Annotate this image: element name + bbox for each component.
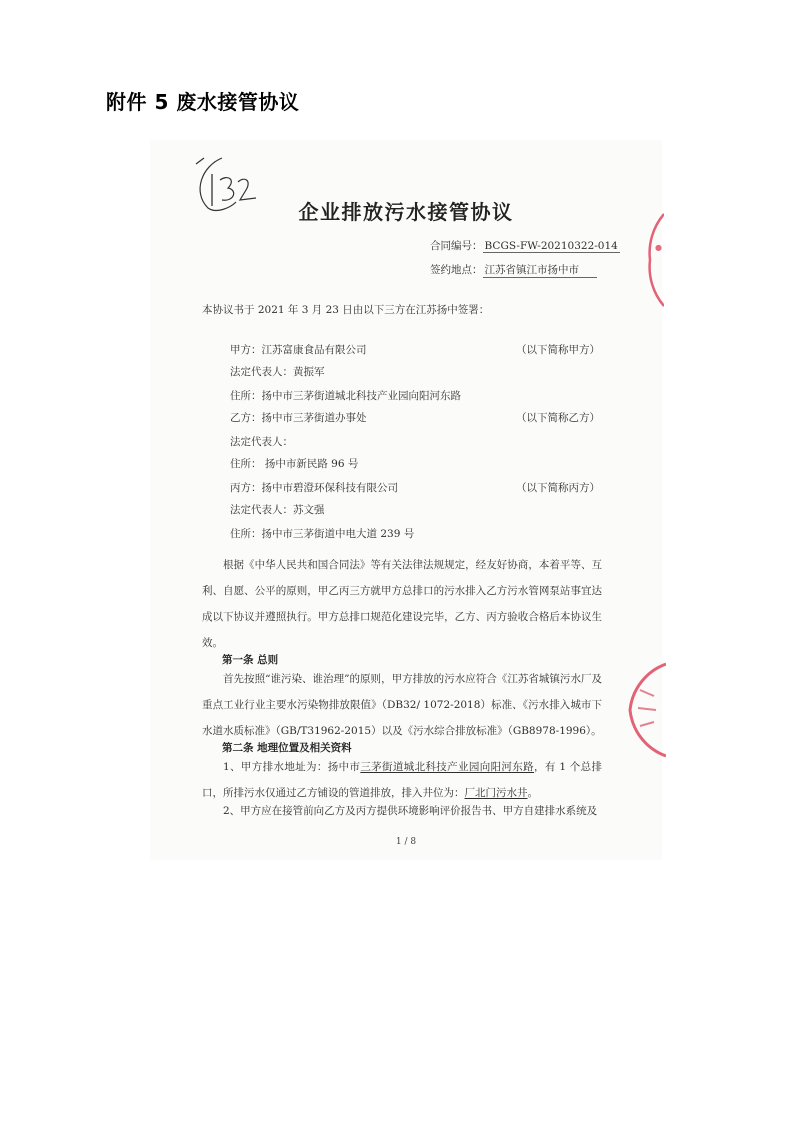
party-c-abbr: （以下简称丙方）	[516, 482, 600, 494]
red-seal-partial-bottom	[626, 660, 666, 760]
intro-text: 本协议书于 2021 年 3 月 23 日由以下三方在江苏扬中签署：	[202, 304, 490, 316]
sign-place-value: 江苏省镇江市扬中市	[483, 262, 597, 278]
article1-heading: 第一条 总则	[222, 654, 279, 666]
party-a-name: 甲方：江苏富康食品有限公司	[230, 344, 367, 356]
item1-end: 。	[527, 787, 538, 799]
article1-paragraph: 首先按照“谁污染、谁治理”的原则，甲方排放的污水应符合《江苏省城镇污水厂及重点工业行业主要水污染物排放限值》（DB32/ 1072-2018）标准、《污水排入城市下水道水质标准》（GB/T31962-2015）以及《污水综合排放标准》（GB8978-1996）。	[202, 673, 602, 737]
preamble-paragraph: 根据《中华人民共和国合同法》等有关法律法规规定，经友好协商，本着平等、互利、自愿、公平的原则，甲乙丙三方就甲方总排口的污水排入乙方污水管网泵站事宜达成以下协议并遵照执行。甲方总排口规范化建设完毕，乙方、丙方验收合格后本协议生效。	[202, 559, 602, 649]
scanned-agreement-page	[150, 140, 662, 860]
article2-heading: 第二条 地理位置及相关资料	[222, 742, 352, 754]
party-b-address: 住所： 扬中市新民路 96 号	[230, 458, 359, 470]
svg-text:●: ●	[655, 243, 662, 252]
document-title: 企业排放污水接管协议	[298, 200, 514, 224]
party-a-abbr: （以下简称甲方）	[516, 344, 600, 356]
party-b-name: 乙方：扬中市三茅街道办事处	[230, 412, 367, 424]
item1-prefix: 1、甲方排水地址为：扬中市	[223, 761, 361, 773]
party-a-address: 住所：扬中市三茅街道城北科技产业园向阳河东路	[230, 390, 461, 402]
page-number: 1 / 8	[395, 837, 417, 847]
party-c-name: 丙方：扬中市碧澄环保科技有限公司	[230, 482, 398, 494]
party-c-address: 住所：扬中市三茅街道中电大道 239 号	[230, 528, 415, 540]
red-seal-partial-top	[648, 210, 664, 310]
item1-well: 厂北门污水井	[464, 787, 528, 799]
party-b-abbr: （以下简称乙方）	[516, 412, 600, 424]
article2-item2: 2、甲方应在接管前向乙方及丙方提供环境影响评价报告书、甲方自建排水系统及	[223, 805, 598, 817]
sign-place-label: 签约地点：	[430, 264, 483, 276]
party-a-rep: 法定代表人：黄振军	[230, 366, 325, 378]
contract-number-row	[430, 238, 620, 253]
contract-number-value: BCGS-FW-20210322-014	[484, 240, 618, 252]
party-c-rep: 法定代表人：苏文强	[230, 504, 325, 516]
item1-mid: ，有 1 个总排口，所排污水仅通过乙方铺设的管道排放，排入井位为：	[202, 761, 603, 799]
party-b-rep: 法定代表人：	[230, 436, 293, 448]
contract-number-label: 合同编号：	[430, 240, 483, 252]
annex-title: 附件 5 废水接管协议	[106, 90, 300, 114]
item1-address: 三茅街道城北科技产业园向阳河东路	[360, 761, 535, 773]
sign-place-row	[430, 262, 597, 278]
